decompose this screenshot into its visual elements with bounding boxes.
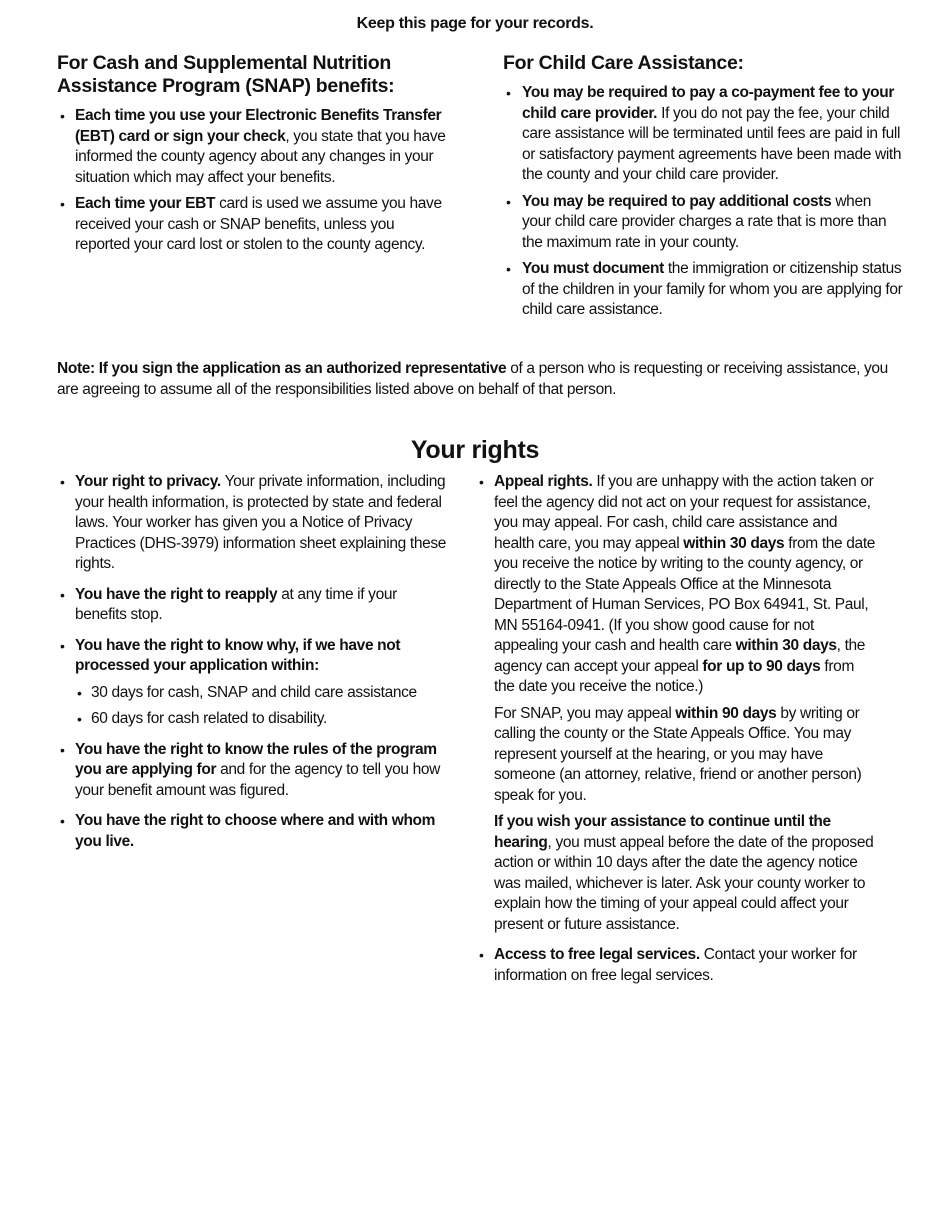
list-item [57,472,452,575]
sub-list-item: • 60 days for cash related to disability. [75,709,452,730]
list-item [57,811,452,852]
item-text: at any time if your benefits stop. [75,585,397,623]
item-bold: You may be required to pay a co-payment fee to your child care provider. [522,84,895,122]
processing-time-sublist [75,683,452,730]
item-bold: You have the right to reapply [75,585,278,603]
cash-snap-heading: For Cash and Supplemental Nutrition Assistance Program (SNAP) benefits: [57,52,395,97]
authorized-representative-note [57,358,907,400]
your-rights-title: Your rights [410,436,540,464]
item-text: If you are unhappy with the action taken or feel the agency did not act on your request for assistance, you may appeal. For cash, child care assistance and health care, you may appeal [494,473,874,552]
list-item [57,194,452,256]
list-item [503,83,903,186]
item-bold: Your right to privacy. [75,473,221,490]
item-bold: within 90 days [675,704,777,722]
item-text: Your private information, including your health information, is protected by state and federal laws. Your worker has given you a Notice of Privacy Practices (DHS-3979) information sheet explaining these rights. [75,473,447,572]
child-care-section [503,52,903,327]
item-text: from the date you receive the notice.) [494,657,855,695]
item-text: , you must appeal before the date of the proposed action or within 10 days after the date the agency notice was mailed, whichever is later. Ask your county worker to explain how the timing of your appeal could affect your present or future assistance. [494,833,874,933]
item-bold: within 30 days [683,534,785,552]
item-text: the immigration or citizenship status of the children in your family for whom you are applying for child care assistance. [522,260,903,318]
rights-right-column [476,472,876,996]
item-bold: You have the right to know the rules of the program you are applying for [75,740,437,778]
keep-records-notice: Keep this page for your records. [356,15,594,32]
item-text: If you do not pay the fee, your child care assistance will be terminated until fees are paid in full or satisfactory payment agreements have been made with the county and your child care provider. [522,104,902,183]
list-item [57,106,452,188]
rights-right-list [476,472,876,986]
item-bold: for up to 90 days [702,657,821,675]
note-text: of a person who is requesting or receiving assistance, you are agreeing to assume all of the responsibilities listed above on behalf of that person. [57,360,888,398]
list-item [476,945,876,986]
list-item [57,585,452,626]
item-bold: You have the right to choose where and with whom you live. [75,812,436,850]
item-text: , the agency can accept your appeal [494,637,866,675]
child-care-heading: For Child Care Assistance: [503,52,744,74]
item-text: For SNAP, you may appeal [494,704,676,722]
item-bold: within 30 days [735,637,837,654]
item-bold: You may be required to pay additional costs [522,192,832,210]
snap-appeal-paragraph [494,704,876,807]
item-bold: You have the right to know why, if we have not processed your application within: [75,636,401,674]
item-bold: Access to free legal services. [494,946,700,963]
sub-list-item: • 30 days for cash, SNAP and child care assistance [75,683,452,704]
cash-snap-list [57,106,452,256]
item-bold: Each time you use your Electronic Benefits Transfer (EBT) card or sign your check [75,107,442,145]
rights-left-list [57,472,452,852]
note-bold: Note: If you sign the application as an authorized representative [57,360,507,377]
item-bold: You must document [522,260,664,277]
item-text: when your child care provider charges a rate that is more than the maximum rate in your county. [522,192,887,251]
list-item [57,740,452,802]
item-text: card is used we assume you have received your cash or SNAP benefits, unless you reported your card lost or stolen to the county agency. [75,195,442,253]
item-text: from the date you receive the notice by writing to the county agency, or directly to the State Appeals Office at the Minnesota Department of Human Services, PO Box 64941, St. Paul, MN 55164-0941. (If you show good cause for not appealing your cash and health care [494,534,876,654]
item-bold: If you wish your assistance to continue until the hearing [494,813,831,851]
item-text: by writing or calling the county or the State Appeals Office. You may represent yourself at the hearing, or you may have someone (an attorney, relative, friend or another person) speak for you. [494,704,862,804]
item-text: and for the agency to tell you how your benefit amount was figured. [75,761,440,799]
item-text: Contact your worker for information on free legal services. [494,946,857,984]
item-bold: Each time your EBT [75,195,216,212]
list-item [57,636,452,730]
list-item [503,192,903,254]
appeal-rights-item [476,472,876,935]
rights-left-column [57,472,452,862]
item-bold: Appeal rights. [494,473,593,490]
list-item [503,259,903,321]
cash-snap-section [57,52,452,262]
continue-assistance-paragraph [494,812,876,935]
child-care-list [503,83,903,321]
item-text: , you state that you have informed the county agency about any changes in your situation which may affect your benefits. [75,127,446,186]
